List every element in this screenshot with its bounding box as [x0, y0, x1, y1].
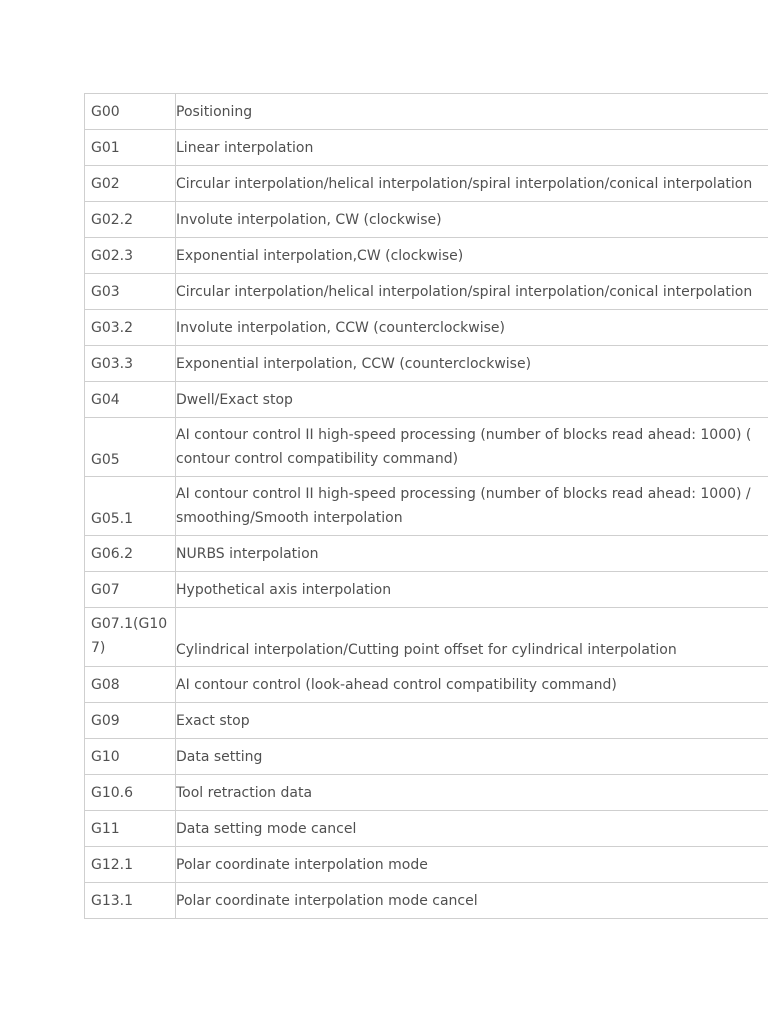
g-code-cell: G12.1 — [85, 847, 176, 883]
description-line: contour control compatibility command) — [176, 451, 459, 467]
description-cell: Data setting mode cancel — [176, 811, 768, 847]
table-row — [85, 310, 768, 346]
description-cell: Exact stop — [176, 703, 768, 739]
g-code-cell: G02.2 — [85, 202, 176, 238]
g-code-cell: G03.3 — [85, 346, 176, 382]
g-code-cell: G00 — [85, 94, 176, 130]
table-row — [85, 536, 768, 572]
description-cell: Data setting — [176, 739, 768, 775]
description-line: AI contour control II high-speed processing (number of blocks read ahead: 1000) / — [176, 486, 751, 502]
table-row — [85, 166, 768, 202]
g-code-line: 7) — [91, 640, 106, 656]
g-code-cell: G09 — [85, 703, 176, 739]
table-row — [85, 775, 768, 811]
g-code-cell: G02 — [85, 166, 176, 202]
table-row — [85, 418, 768, 477]
g-code-cell: G11 — [85, 811, 176, 847]
g-code-cell — [85, 608, 176, 667]
description-cell: Polar coordinate interpolation mode — [176, 847, 768, 883]
g-code-table — [84, 93, 768, 919]
g-code-cell: G05.1 — [85, 477, 176, 536]
description-cell: Involute interpolation, CW (clockwise) — [176, 202, 768, 238]
table-row — [85, 346, 768, 382]
table-row — [85, 572, 768, 608]
description-cell: Polar coordinate interpolation mode cancel — [176, 883, 768, 919]
table-row — [85, 202, 768, 238]
table-row — [85, 811, 768, 847]
g-code-cell: G03.2 — [85, 310, 176, 346]
g-code-cell: G01 — [85, 130, 176, 166]
table-row — [85, 94, 768, 130]
g-code-cell: G03 — [85, 274, 176, 310]
description-cell: Hypothetical axis interpolation — [176, 572, 768, 608]
description-cell: Exponential interpolation,CW (clockwise) — [176, 238, 768, 274]
g-code-cell: G10 — [85, 739, 176, 775]
g-code-cell: G10.6 — [85, 775, 176, 811]
description-cell — [176, 418, 768, 477]
table-row — [85, 847, 768, 883]
table-row — [85, 667, 768, 703]
description-cell — [176, 477, 768, 536]
description-line: smoothing/Smooth interpolation — [176, 510, 403, 526]
description-cell: AI contour control (look-ahead control compatibility command) — [176, 667, 768, 703]
g-code-cell: G13.1 — [85, 883, 176, 919]
description-cell: Tool retraction data — [176, 775, 768, 811]
table-row — [85, 238, 768, 274]
table-row — [85, 739, 768, 775]
g-code-cell: G07 — [85, 572, 176, 608]
description-cell: Circular interpolation/helical interpolation/spiral interpolation/conical interpolation — [176, 166, 768, 202]
description-cell: Involute interpolation, CCW (counterclockwise) — [176, 310, 768, 346]
description-cell: Exponential interpolation, CCW (counterclockwise) — [176, 346, 768, 382]
description-cell: Circular interpolation/helical interpolation/spiral interpolation/conical interpolation — [176, 274, 768, 310]
g-code-line: G07.1(G10 — [91, 616, 168, 632]
description-cell: Cylindrical interpolation/Cutting point offset for cylindrical interpolation — [176, 608, 768, 667]
g-code-cell: G05 — [85, 418, 176, 477]
description-line: AI contour control II high-speed processing (number of blocks read ahead: 1000) ( — [176, 427, 752, 443]
g-code-cell: G02.3 — [85, 238, 176, 274]
table-row — [85, 274, 768, 310]
table-row — [85, 883, 768, 919]
g-code-cell: G08 — [85, 667, 176, 703]
g-code-cell: G06.2 — [85, 536, 176, 572]
table-row — [85, 608, 768, 667]
description-cell: NURBS interpolation — [176, 536, 768, 572]
g-code-cell: G04 — [85, 382, 176, 418]
table-row — [85, 382, 768, 418]
table-row — [85, 703, 768, 739]
table-row — [85, 130, 768, 166]
description-cell: Linear interpolation — [176, 130, 768, 166]
description-cell: Dwell/Exact stop — [176, 382, 768, 418]
description-cell: Positioning — [176, 94, 768, 130]
table-row — [85, 477, 768, 536]
